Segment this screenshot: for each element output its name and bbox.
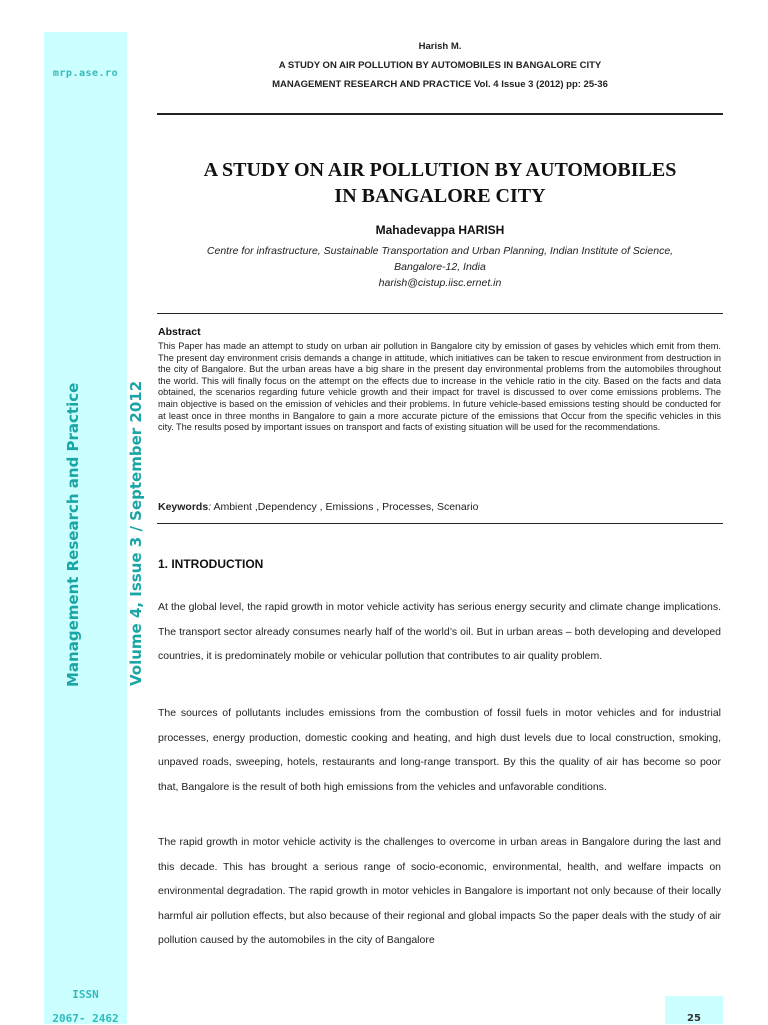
abstract-text: This Paper has made an attempt to study on urban air pollution in Bangalore city by emission of gases by vehicles which emit from them. The present day environment crisis demands a change in attitude, which initiatives can be taken to rescue environment from destruction in the city of Bangalore. But the urban areas have a big share in the present day environmental problems from the automobiles throughout the world. This will finally focus on the attempt on the effects due to increase in the vehicle ratio in the city. Based on the facts and data obtained, the scenarios regarding future vehicle growth and their impact for travel is discussed to over come emissions problems. The main objective is based on the emission of vehicles and their problems. In future vehicle-based emissions testing should be conducted for at least once in three months in Bangalore to gain a more accurate picture of the emissions that Occur from the specific vehicles in this city. The results posed by important issues on transport and facts of existing situation will be used for the recommendations. bbox=[158, 341, 721, 433]
running-header-title: A STUDY ON AIR POLLUTION BY AUTOMOBILES IN BANGALORE CITY bbox=[278, 60, 602, 71]
intro-paragraph-1: At the global level, the rapid growth in motor vehicle activity has serious energy security and climate change implications. The transport sector already consumes nearly half of the world’s oil. But in urban areas – both developing and developed countries, it is predominately mobile or vehicular pollution that contributes to air quality problem. bbox=[158, 601, 721, 662]
keywords-values: Ambient ,Dependency , Emissions , Processes, Scenario bbox=[211, 501, 479, 513]
affiliation-line-2: Bangalore-12, India bbox=[394, 261, 486, 273]
paper-title bbox=[157, 157, 723, 209]
running-header-author: Harish M. bbox=[418, 41, 462, 52]
keywords-label: Keywords bbox=[158, 501, 209, 513]
abstract-top-divider bbox=[157, 313, 723, 314]
abstract-heading: Abstract bbox=[158, 326, 201, 338]
page-number: 25 bbox=[687, 1013, 701, 1024]
page-number-box bbox=[665, 996, 723, 1024]
running-header-journal: MANAGEMENT RESEARCH AND PRACTICE Vol. 4 Issue 3 (2012) pp: 25-36 bbox=[272, 79, 608, 90]
intro-paragraph-3: The rapid growth in motor vehicle activity is the challenges to overcome in urban areas in Bangalore during the last and this decade. This has brought a serious range of socio-economic, environmental, health, and welfare impacts on environmental degradation. The rapid growth in motor vehicles in Bangalore is important not only because of their locally harmful air pollution effects, but also because of their regional and global impacts So the paper deals with the study of air pollution caused by the automobiles in the city of Bangalore bbox=[158, 836, 721, 946]
abstract-bottom-divider bbox=[157, 523, 723, 524]
issn-label: ISSN bbox=[72, 988, 99, 1001]
author-email: harish@cistup.iisc.ernet.in bbox=[378, 277, 502, 289]
section-heading-introduction: 1. INTRODUCTION bbox=[158, 557, 264, 571]
affiliation-line-1: Centre for infrastructure, Sustainable Transportation and Urban Planning, Indian Institute of Science, bbox=[206, 245, 674, 257]
author-name: Mahadevappa HARISH bbox=[375, 223, 505, 237]
paper-title-line-1: A STUDY ON AIR POLLUTION BY AUTOMOBILES bbox=[203, 159, 677, 181]
journal-url: mrp.ase.ro bbox=[52, 68, 119, 79]
issn-number: 2067- 2462 bbox=[52, 1012, 119, 1025]
header-divider bbox=[157, 113, 723, 115]
paper-title-line-2: IN BANGALORE CITY bbox=[334, 185, 546, 207]
author-affiliation bbox=[157, 243, 723, 291]
journal-name-vertical: Management Research and Practice bbox=[64, 382, 82, 687]
keywords-colon: : bbox=[208, 501, 212, 513]
volume-issue-vertical: Volume 4, Issue 3 / September 2012 bbox=[127, 380, 145, 686]
journal-sidebar bbox=[44, 32, 145, 1025]
intro-paragraph-2: The sources of pollutants includes emissions from the combustion of fossil fuels in motor vehicles and for industrial processes, energy production, domestic cooking and heating, and high dust levels due to local construction, smoking, unpaved roads, sweeping, hotels, restaurants and long-range transport. By this the quality of air has become so poor that, Bangalore is the result of both high emissions from the vehicles and unfavorable conditions. bbox=[158, 707, 721, 793]
keywords-line bbox=[158, 501, 721, 513]
